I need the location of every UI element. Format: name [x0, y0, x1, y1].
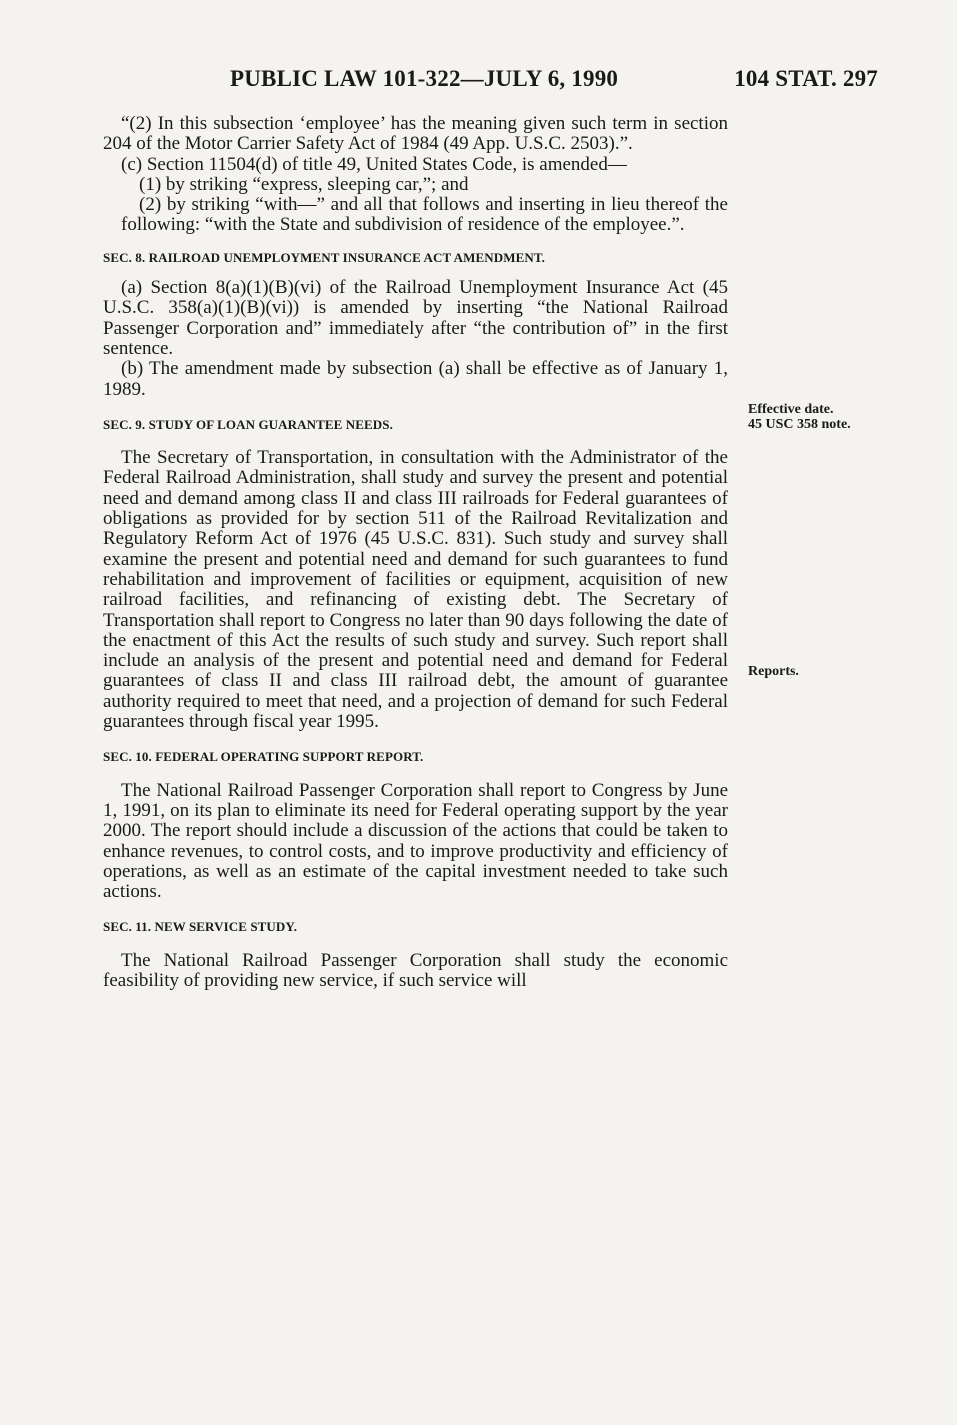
- paragraph-section-8-a: (a) Section 8(a)(1)(B)(vi) of the Railroad Unemployment Insurance Act (45 U.S.C. 358(a)(1)(B)(vi)) is amended by inserting “the National Railroad Passenger Corporation and” immediately after “the contribution of” in the first sentence.: [103, 277, 728, 359]
- paragraph-section-11: The National Railroad Passenger Corporation shall study the economic feasibility of providing new service, if such service will: [103, 949, 728, 991]
- section-10-heading: SEC. 10. FEDERAL OPERATING SUPPORT REPORT.: [103, 749, 424, 765]
- page-header: [230, 66, 878, 92]
- margin-note-reports: Reports.: [748, 664, 799, 679]
- document-body: [103, 114, 728, 991]
- header-stat-page: 104 STAT. 297: [734, 66, 878, 91]
- margin-note-effective-date-label: Effective date.: [748, 402, 834, 417]
- paragraph-employee-definition: “(2) In this subsection ‘employee’ has the meaning given such term in section 204 of the Motor Carrier Safety Act of 1984 (49 App. U.S.C. 2503).”.: [103, 113, 728, 155]
- paragraph-section-9: The Secretary of Transportation, in consultation with the Administrator of the Federal Railroad Administration, shall study and survey the present and potential need and demand among class II and class III railroads for Federal guarantees of obligations as provided for by section 511 of the Railroad Revitalization and Regulatory Reform Act of 1976 (45 U.S.C. 831). Such study and survey shall examine the present and potential need and demand for such guarantees to fund rehabilitation and improvement of facilities or equipment, acquisition of new railroad facilities, and refinancing of existing debt. The Secretary of Transportation shall report to Congress no later than 90 days following the date of the enactment of this Act the results of such study and survey. Such report shall include an analysis of the present and potential need and demand for Federal guarantees of class II and class III railroad debt, the amount of guarantee authority required to meet that need, and a projection of demand for such Federal guarantees through fiscal year 1995.: [103, 447, 728, 733]
- section-8-heading: SEC. 8. RAILROAD UNEMPLOYMENT INSURANCE ACT AMENDMENT.: [103, 249, 546, 265]
- paragraph-section-c: (c) Section 11504(d) of title 49, United States Code, is amended—: [121, 153, 627, 175]
- paragraph-section-c-1: (1) by striking “express, sleeping car,”; and: [139, 173, 469, 195]
- paragraph-section-10: The National Railroad Passenger Corporation shall report to Congress by June 1, 1991, on its plan to eliminate its need for Federal operating support by the year 2000. The report should include a discussion of the actions that could be taken to enhance revenues, to control costs, and to improve productivity and efficiency of operations, as well as an estimate of the capital investment needed to take such actions.: [103, 779, 728, 903]
- margin-note-effective-date: [748, 402, 851, 432]
- section-9-heading: SEC. 9. STUDY OF LOAN GUARANTEE NEEDS.: [103, 416, 393, 432]
- header-title: PUBLIC LAW 101-322—JULY 6, 1990: [230, 66, 619, 91]
- paragraph-section-c-2: (2) by striking “with—” and all that follows and inserting in lieu thereof the following: “with the State and subdivision of residence of the employee.”.: [121, 194, 728, 236]
- margin-note-usc-citation: 45 USC 358 note.: [748, 417, 851, 432]
- paragraph-section-8-b: (b) The amendment made by subsection (a) shall be effective as of January 1, 1989.: [103, 358, 728, 400]
- section-11-heading: SEC. 11. NEW SERVICE STUDY.: [103, 919, 298, 935]
